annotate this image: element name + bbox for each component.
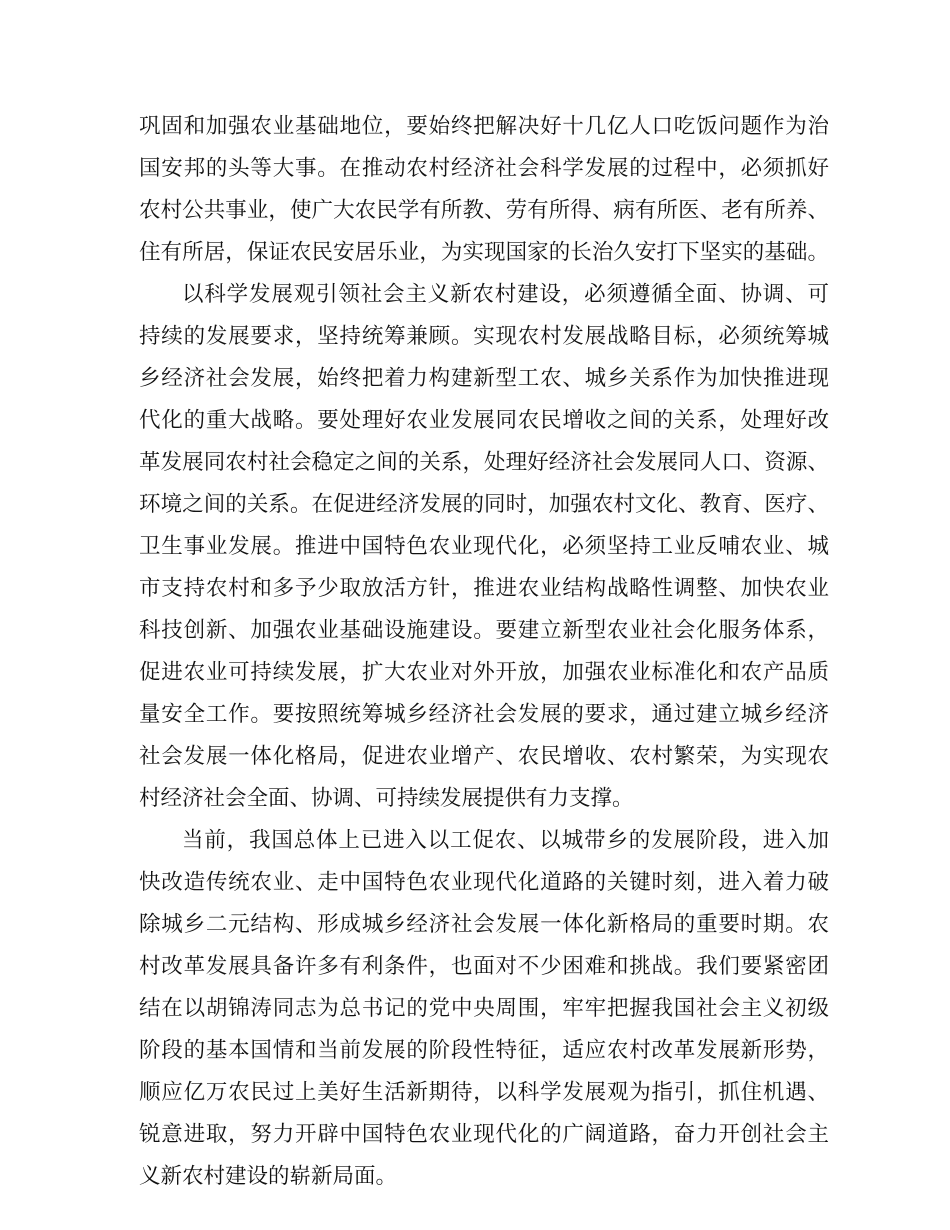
text-line: 义新农村建设的崭新局面。 — [139, 1164, 398, 1189]
text-line: 快改造传统农业、走中国特色农业现代化道路的关键时刻，进入着力破 — [139, 870, 829, 895]
text-line: 锐意进取，努力开辟中国特色农业现代化的广阔道路，奋力开创社会主 — [139, 1122, 829, 1147]
text-line: 结在以胡锦涛同志为总书记的党中央周围，牢牢把握我国社会主义初级 — [139, 996, 829, 1021]
text-line: 村经济社会全面、协调、可持续发展提供有力支撑。 — [139, 786, 634, 811]
text-line: 除城乡二元结构、形成城乡经济社会发展一体化新格局的重要时期。农 — [139, 912, 829, 937]
text-line: 环境之间的关系。在促进经济发展的同时，加强农村文化、教育、医疗、 — [139, 492, 829, 517]
text-line: 革发展同农村社会稳定之间的关系，处理好经济社会发展同人口、资源、 — [139, 450, 829, 475]
text-line: 代化的重大战略。要处理好农业发展同农民增收之间的关系，处理好改 — [139, 408, 829, 433]
text-line: 以科学发展观引领社会主义新农村建设，必须遵循全面、协调、可 — [182, 282, 829, 307]
text-line: 乡经济社会发展，始终把着力构建新型工农、城乡关系作为加快推进现 — [139, 366, 829, 391]
text-line: 量安全工作。要按照统筹城乡经济社会发展的要求，通过建立城乡经济 — [139, 702, 829, 727]
text-line: 社会发展一体化格局，促进农业增产、农民增收、农村繁荣，为实现农 — [139, 744, 829, 769]
document-body — [139, 106, 829, 1198]
text-line: 市支持农村和多予少取放活方针，推进农业结构战略性调整、加快农业 — [139, 576, 829, 601]
text-line: 当前，我国总体上已进入以工促农、以城带乡的发展阶段，进入加 — [182, 828, 829, 853]
text-line: 阶段的基本国情和当前发展的阶段性特征，适应农村改革发展新形势， — [139, 1038, 829, 1063]
text-line: 国安邦的头等大事。在推动农村经济社会科学发展的过程中，必须抓好 — [139, 156, 829, 181]
text-line: 住有所居，保证农民安居乐业，为实现国家的长治久安打下坚实的基础。 — [139, 240, 829, 265]
text-line: 卫生事业发展。推进中国特色农业现代化，必须坚持工业反哺农业、城 — [139, 534, 829, 559]
text-line: 促进农业可持续发展，扩大农业对外开放，加强农业标准化和农产品质 — [139, 660, 829, 685]
text-line: 村改革发展具备许多有利条件，也面对不少困难和挑战。我们要紧密团 — [139, 954, 829, 979]
text-line: 科技创新、加强农业基础设施建设。要建立新型农业社会化服务体系， — [139, 618, 829, 643]
text-line: 持续的发展要求，坚持统筹兼顾。实现农村发展战略目标，必须统筹城 — [139, 324, 829, 349]
text-line: 巩固和加强农业基础地位，要始终把解决好十几亿人口吃饭问题作为治 — [139, 114, 829, 139]
text-line: 农村公共事业，使广大农民学有所教、劳有所得、病有所医、老有所养、 — [139, 198, 829, 223]
text-line: 顺应亿万农民过上美好生活新期待，以科学发展观为指引，抓住机遇、 — [139, 1080, 829, 1105]
